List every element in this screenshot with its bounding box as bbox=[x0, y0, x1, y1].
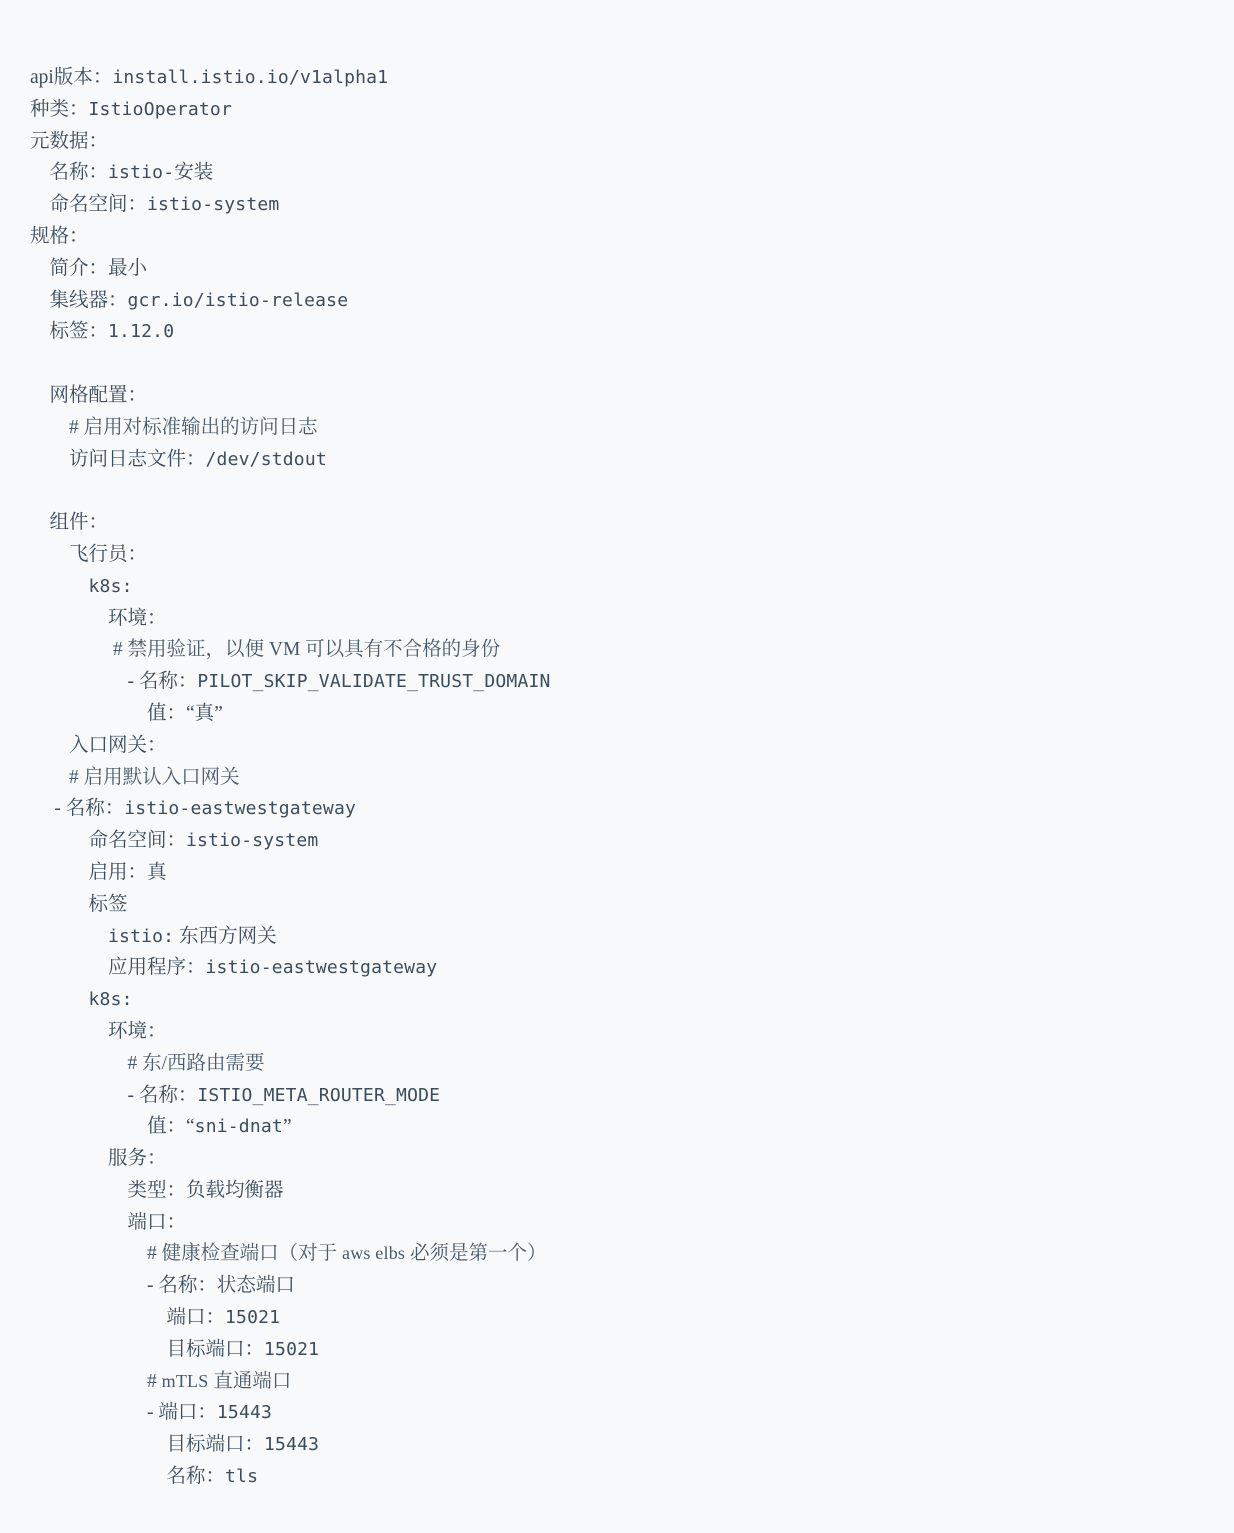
yaml-line bbox=[30, 1429, 1234, 1461]
yaml-key: - 名称： bbox=[49, 798, 125, 820]
yaml-key: - 名称： bbox=[127, 671, 198, 693]
yaml-key: 访问日志文件： bbox=[69, 448, 206, 470]
yaml-value: 15021 bbox=[225, 1307, 281, 1329]
yaml-value: 15443 bbox=[216, 1402, 273, 1424]
yaml-key: 值：“ bbox=[147, 1116, 195, 1138]
indent-spacer bbox=[30, 449, 69, 470]
yaml-line bbox=[30, 1302, 1234, 1334]
indent-spacer bbox=[30, 385, 50, 406]
yaml-line bbox=[30, 94, 1234, 126]
yaml-line bbox=[30, 1366, 1234, 1398]
indent-spacer bbox=[30, 321, 50, 342]
yaml-comment: # 健康检查端口（对于 bbox=[147, 1243, 343, 1265]
yaml-key: 集线器： bbox=[49, 289, 128, 311]
yaml-key: 组件： bbox=[49, 512, 109, 534]
indent-spacer bbox=[30, 194, 50, 215]
yaml-key: 类型：负载均衡器 bbox=[127, 1179, 284, 1201]
yaml-comment: # 启用默认入口网关 bbox=[69, 766, 240, 788]
yaml-key: 名称： bbox=[49, 162, 109, 184]
yaml-value: 15443 bbox=[264, 1434, 320, 1456]
yaml-line bbox=[30, 603, 1234, 635]
yaml-line bbox=[30, 793, 1234, 825]
indent-spacer bbox=[30, 767, 69, 788]
indent-spacer bbox=[30, 639, 108, 660]
yaml-key: 端口： bbox=[127, 1211, 187, 1233]
yaml-line bbox=[30, 921, 1234, 953]
yaml-key: 目标端口： bbox=[166, 1434, 265, 1456]
blank-line bbox=[30, 475, 1234, 507]
indent-spacer bbox=[30, 1275, 147, 1296]
yaml-value: tls bbox=[225, 1466, 259, 1488]
yaml-line bbox=[30, 1334, 1234, 1366]
yaml-value: PILOT_SKIP_VALIDATE_TRUST_DOMAIN bbox=[197, 671, 551, 693]
yaml-comment: 直通端口 bbox=[208, 1370, 292, 1392]
indent-spacer bbox=[30, 1243, 147, 1264]
yaml-line bbox=[30, 316, 1234, 348]
yaml-line bbox=[30, 1080, 1234, 1112]
indent-spacer bbox=[30, 862, 89, 883]
yaml-line bbox=[30, 412, 1234, 444]
indent-spacer bbox=[30, 1148, 108, 1169]
yaml-value: sni-dnat bbox=[194, 1116, 283, 1138]
yaml-comment: 必须是第一个） bbox=[405, 1243, 547, 1265]
yaml-key: 命名空间： bbox=[88, 830, 187, 852]
indent-spacer bbox=[30, 1053, 128, 1074]
indent-spacer bbox=[30, 1116, 147, 1137]
yaml-line bbox=[30, 507, 1234, 539]
yaml-comment-code: mTLS bbox=[161, 1370, 209, 1391]
yaml-line bbox=[30, 857, 1234, 889]
yaml-comment: # 禁用验证，以便 VM 可以具有不合格的身份 bbox=[108, 639, 501, 661]
yaml-value: k8s: bbox=[88, 575, 133, 597]
yaml-key: 安装 bbox=[174, 162, 214, 184]
indent-spacer bbox=[30, 1466, 167, 1487]
indent-spacer bbox=[30, 544, 69, 565]
yaml-key: ” bbox=[282, 1116, 292, 1138]
yaml-key: 网格配置： bbox=[49, 384, 148, 406]
yaml-line bbox=[30, 1016, 1234, 1048]
yaml-key: 入口网关： bbox=[69, 734, 167, 756]
yaml-value: install.istio.io/v1alpha1 bbox=[112, 67, 389, 88]
yaml-line bbox=[30, 1111, 1234, 1143]
indent-spacer bbox=[30, 1371, 147, 1392]
indent-spacer bbox=[30, 926, 108, 947]
yaml-line bbox=[30, 221, 1234, 253]
indent-spacer bbox=[30, 894, 89, 915]
yaml-value: istio-system bbox=[186, 830, 319, 852]
yaml-key: 值：“真” bbox=[147, 702, 223, 724]
yaml-key: 标签： bbox=[49, 321, 109, 343]
yaml-line bbox=[30, 762, 1234, 794]
indent-spacer bbox=[30, 830, 89, 851]
indent-spacer bbox=[30, 671, 128, 692]
yaml-line bbox=[30, 825, 1234, 857]
yaml-line bbox=[30, 698, 1234, 730]
yaml-line bbox=[30, 1143, 1234, 1175]
yaml-line bbox=[30, 1207, 1234, 1239]
yaml-key: - 端口： bbox=[147, 1402, 217, 1424]
indent-spacer bbox=[30, 258, 50, 279]
yaml-key: 环境： bbox=[108, 607, 167, 629]
indent-spacer bbox=[30, 1307, 167, 1328]
yaml-line bbox=[30, 189, 1234, 221]
indent-spacer bbox=[30, 703, 147, 724]
indent-spacer bbox=[30, 512, 50, 533]
yaml-line bbox=[30, 539, 1234, 571]
yaml-value: gcr.io/istio-release bbox=[127, 289, 349, 311]
yaml-line bbox=[30, 889, 1234, 921]
yaml-line bbox=[30, 666, 1234, 698]
yaml-value: istio-eastwestgateway bbox=[205, 957, 438, 979]
yaml-line bbox=[30, 634, 1234, 666]
blank-line bbox=[30, 348, 1234, 380]
yaml-key: - 名称：状态端口 bbox=[147, 1275, 295, 1297]
yaml-key: 元数据： bbox=[30, 130, 109, 152]
yaml-value: /dev/stdout bbox=[205, 448, 327, 470]
yaml-value: istio- bbox=[108, 162, 175, 184]
indent-spacer bbox=[30, 1021, 108, 1042]
yaml-key: 端口： bbox=[166, 1307, 226, 1329]
yaml-value: IstioOperator bbox=[88, 98, 232, 120]
yaml-key: 名称： bbox=[166, 1466, 226, 1488]
yaml-key: 服务： bbox=[108, 1148, 167, 1170]
indent-spacer bbox=[30, 1212, 128, 1233]
yaml-line bbox=[30, 1461, 1234, 1493]
indent-spacer bbox=[30, 1180, 128, 1201]
yaml-line bbox=[30, 730, 1234, 762]
yaml-key: - 名称： bbox=[127, 1084, 198, 1106]
yaml-key: 规格： bbox=[30, 225, 89, 247]
indent-spacer bbox=[30, 735, 69, 756]
yaml-value: istio: bbox=[108, 925, 175, 947]
yaml-key: 种类： bbox=[30, 98, 89, 120]
indent-spacer bbox=[30, 798, 50, 819]
yaml-comment: # 启用对标准输出的访问日志 bbox=[69, 416, 318, 438]
yaml-line bbox=[30, 1175, 1234, 1207]
yaml-key: 东西方网关 bbox=[174, 925, 277, 947]
yaml-line bbox=[30, 380, 1234, 412]
yaml-comment: # bbox=[147, 1370, 162, 1392]
yaml-value: ISTIO_META_ROUTER_MODE bbox=[197, 1084, 441, 1106]
yaml-key: 应用程序： bbox=[108, 957, 206, 979]
yaml-comment: # 东/西路由需要 bbox=[127, 1052, 265, 1074]
indent-spacer bbox=[30, 1434, 167, 1455]
indent-spacer bbox=[30, 1339, 167, 1360]
yaml-key: 飞行员： bbox=[69, 543, 148, 565]
indent-spacer bbox=[30, 417, 69, 438]
yaml-value: 1.12.0 bbox=[108, 321, 175, 343]
indent-spacer bbox=[30, 608, 108, 629]
yaml-line bbox=[30, 444, 1234, 476]
indent-spacer bbox=[30, 1402, 147, 1423]
yaml-line bbox=[30, 1397, 1234, 1429]
indent-spacer bbox=[30, 1085, 128, 1106]
indent-spacer bbox=[30, 162, 50, 183]
yaml-key: 命名空间： bbox=[49, 194, 148, 216]
yaml-key: 标签 bbox=[88, 893, 128, 915]
yaml-key: 简介：最小 bbox=[49, 257, 148, 279]
yaml-value: istio-eastwestgateway bbox=[124, 798, 357, 820]
yaml-line bbox=[30, 1238, 1234, 1270]
yaml-key: 启用：真 bbox=[88, 861, 167, 883]
yaml-key: 环境： bbox=[108, 1020, 167, 1042]
yaml-comment-code: aws elbs bbox=[342, 1243, 406, 1264]
yaml-key: 目标端口： bbox=[166, 1338, 265, 1360]
yaml-line bbox=[30, 285, 1234, 317]
yaml-value: istio-system bbox=[147, 194, 280, 216]
yaml-line bbox=[30, 62, 1234, 94]
yaml-line bbox=[30, 571, 1234, 603]
yaml-line bbox=[30, 984, 1234, 1016]
yaml-value: k8s: bbox=[88, 989, 133, 1011]
yaml-line bbox=[30, 253, 1234, 285]
yaml-line bbox=[30, 1048, 1234, 1080]
indent-spacer bbox=[30, 957, 108, 978]
yaml-line bbox=[30, 952, 1234, 984]
yaml-line bbox=[30, 1270, 1234, 1302]
yaml-line bbox=[30, 157, 1234, 189]
yaml-key: api版本： bbox=[30, 67, 113, 88]
indent-spacer bbox=[30, 989, 89, 1010]
indent-spacer bbox=[30, 576, 89, 597]
yaml-value: 15021 bbox=[264, 1338, 320, 1360]
yaml-line bbox=[30, 126, 1234, 158]
indent-spacer bbox=[30, 290, 50, 311]
